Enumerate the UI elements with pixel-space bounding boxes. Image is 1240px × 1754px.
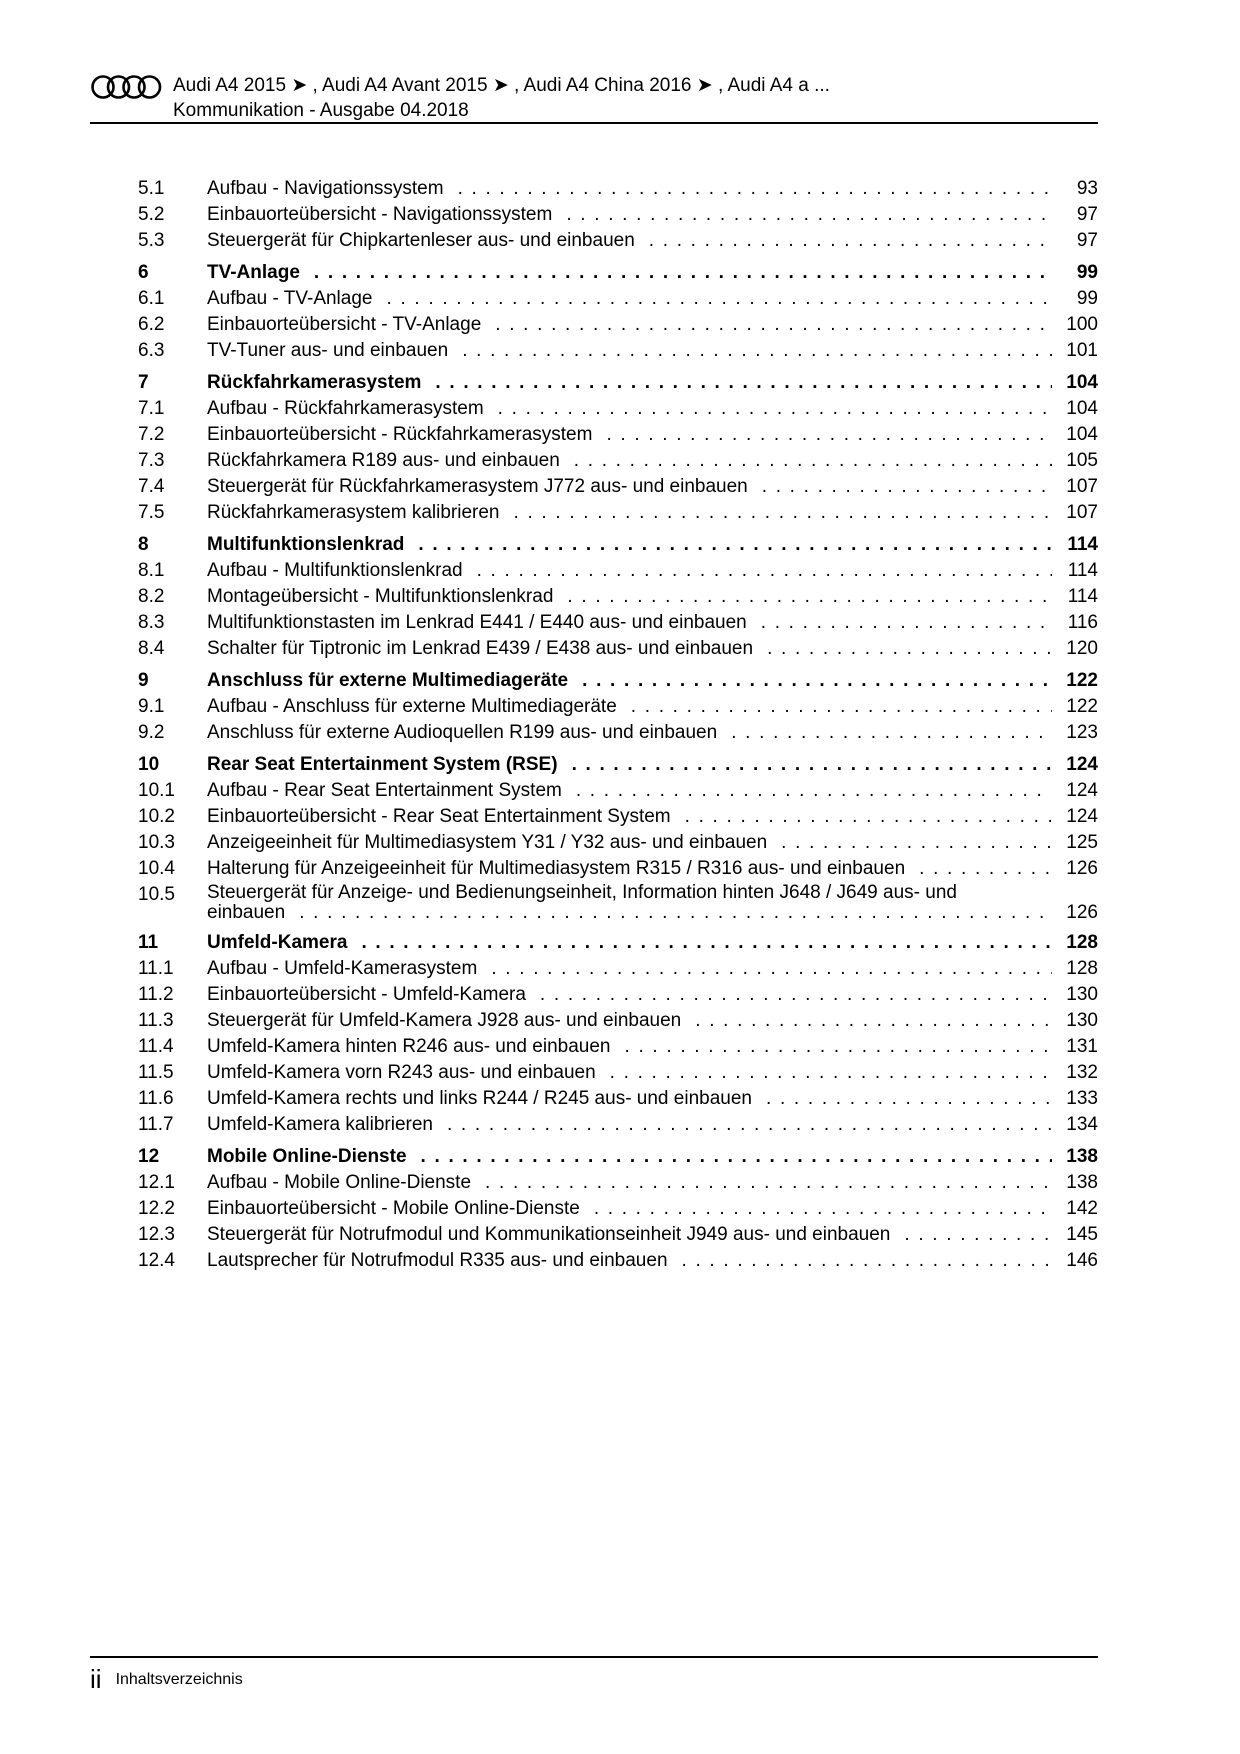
- dot-leader: [761, 610, 1052, 636]
- toc-entry-row[interactable]: [138, 636, 1098, 662]
- toc-page-number: 104: [1066, 424, 1098, 445]
- toc-page-number: 124: [1066, 806, 1098, 827]
- header-divider: [90, 122, 1098, 124]
- toc-title: Steuergerät für Notrufmodul und Kommunikationseinheit J949 aus- und einbauen: [207, 1224, 891, 1245]
- toc-number: 11.2: [138, 984, 174, 1005]
- toc-entry-row[interactable]: [138, 286, 1098, 312]
- toc-entry-row[interactable]: [138, 1196, 1098, 1222]
- toc-title-line1: Steuergerät für Anzeige- und Bedienungseinheit, Information hinten J648 / J649 aus- und: [207, 882, 957, 903]
- toc-title: Rear Seat Entertainment System (RSE): [207, 754, 558, 775]
- toc-page-number: 99: [1076, 288, 1098, 309]
- toc-entry-row[interactable]: [138, 982, 1098, 1008]
- toc-page-number: 120: [1066, 638, 1098, 659]
- dot-leader: [447, 1112, 1052, 1138]
- toc-entry-row[interactable]: [138, 882, 1098, 924]
- dot-leader: [576, 778, 1052, 804]
- toc-title: Umfeld-Kamera rechts und links R244 / R245 aus- und einbauen: [207, 1088, 752, 1109]
- toc-title: Aufbau - Rear Seat Entertainment System: [207, 780, 562, 801]
- footer-page-number: ii: [90, 1664, 102, 1694]
- toc-page-number: 146: [1066, 1250, 1098, 1271]
- dot-leader: [540, 982, 1052, 1008]
- toc-number: 7.2: [138, 424, 165, 445]
- toc-title: Aufbau - Umfeld-Kamerasystem: [207, 958, 478, 979]
- toc-number: 10.1: [138, 780, 175, 801]
- toc-number: 10: [138, 754, 160, 775]
- toc-number: 5.3: [138, 230, 165, 251]
- toc-title: Steuergerät für Chipkartenleser aus- und einbauen: [207, 230, 635, 251]
- toc-number: 7.1: [138, 398, 165, 419]
- toc-title: Aufbau - Anschluss für externe Multimediageräte: [207, 696, 617, 717]
- toc-page-number: 142: [1066, 1198, 1098, 1219]
- toc-number: 6.1: [138, 288, 165, 309]
- toc-entry-row[interactable]: [138, 338, 1098, 364]
- dot-leader: [498, 396, 1052, 422]
- toc-entry-row[interactable]: [138, 396, 1098, 422]
- toc-title: einbauen: [207, 902, 286, 923]
- dot-leader: [491, 956, 1052, 982]
- toc-title: Umfeld-Kamera kalibrieren: [207, 1114, 433, 1135]
- toc-title: Umfeld-Kamera vorn R243 aus- und einbauen: [207, 1062, 596, 1083]
- dot-leader: [314, 259, 1052, 286]
- toc-entry-row[interactable]: [138, 202, 1098, 228]
- toc-number: 11.7: [138, 1114, 174, 1135]
- toc-entry-row[interactable]: [138, 1170, 1098, 1196]
- toc-title: Einbauorteübersicht - TV-Anlage: [207, 314, 482, 335]
- dot-leader: [582, 667, 1052, 694]
- toc-entry-row[interactable]: [138, 584, 1098, 610]
- toc-entry-row[interactable]: [138, 1086, 1098, 1112]
- dot-leader: [361, 929, 1052, 956]
- toc-entry-row[interactable]: [138, 1222, 1098, 1248]
- toc-entry-row[interactable]: [138, 956, 1098, 982]
- toc-page-number: 107: [1066, 476, 1098, 497]
- toc-number: 12.4: [138, 1250, 175, 1271]
- toc-chapter-row[interactable]: [138, 531, 1098, 558]
- toc-page-number: 130: [1066, 984, 1098, 1005]
- dot-leader: [567, 584, 1052, 610]
- toc-chapter-row[interactable]: [138, 369, 1098, 396]
- toc-number: 6.3: [138, 340, 165, 361]
- toc-title: Einbauorteübersicht - Umfeld-Kamera: [207, 984, 526, 1005]
- toc-title: Rückfahrkamera R189 aus- und einbauen: [207, 450, 560, 471]
- dot-leader: [682, 1248, 1052, 1274]
- toc-page-number: 114: [1067, 586, 1098, 607]
- toc-title: Lautsprecher für Notrufmodul R335 aus- und einbauen: [207, 1250, 668, 1271]
- dot-leader: [386, 286, 1052, 312]
- toc-title: Anzeigeeinheit für Multimediasystem Y31 / Y32 aus- und einbauen: [207, 832, 768, 853]
- toc-title: Aufbau - TV-Anlage: [207, 288, 373, 309]
- toc-title: Multifunktionstasten im Lenkrad E441 / E440 aus- und einbauen: [207, 612, 747, 633]
- toc-title: Halterung für Anzeigeeinheit für Multimediasystem R315 / R316 aus- und einbauen: [207, 858, 906, 879]
- toc-page-number: 123: [1066, 722, 1098, 743]
- toc-page-number: 131: [1066, 1036, 1098, 1057]
- dot-leader: [904, 1222, 1052, 1248]
- dot-leader: [421, 1143, 1052, 1170]
- toc-page-number: 125: [1066, 832, 1098, 853]
- toc-page-number: 133: [1066, 1088, 1098, 1109]
- toc-entry-row[interactable]: [138, 1060, 1098, 1086]
- toc-title: TV-Tuner aus- und einbauen: [207, 340, 449, 361]
- dot-leader: [299, 902, 1052, 924]
- toc-chapter-row[interactable]: [138, 1143, 1098, 1170]
- toc-page-number: 138: [1066, 1146, 1098, 1167]
- toc-number: 9.2: [138, 722, 165, 743]
- toc-entry-row[interactable]: [138, 856, 1098, 882]
- toc-page-number: 130: [1066, 1010, 1098, 1031]
- toc-number: 5.1: [138, 178, 165, 199]
- toc-number: 9: [138, 670, 149, 691]
- toc-entry-row[interactable]: [138, 422, 1098, 448]
- dot-leader: [462, 338, 1052, 364]
- toc-number: 12.3: [138, 1224, 175, 1245]
- toc-entry-row[interactable]: [138, 804, 1098, 830]
- toc-number: 8.2: [138, 586, 165, 607]
- toc-page-number: 145: [1066, 1224, 1098, 1245]
- toc-number: 10.4: [138, 858, 175, 879]
- toc-title: Aufbau - Multifunktionslenkrad: [207, 560, 463, 581]
- dot-leader: [477, 558, 1052, 584]
- dot-leader: [485, 1170, 1052, 1196]
- toc-page-number: 97: [1076, 230, 1098, 251]
- dot-leader: [435, 369, 1052, 396]
- dot-leader: [566, 202, 1052, 228]
- toc-number: 11.1: [138, 958, 174, 979]
- toc-page-number: 128: [1066, 932, 1098, 953]
- toc-entry-row[interactable]: [138, 176, 1098, 202]
- toc-title: Rückfahrkamerasystem: [207, 372, 422, 393]
- toc-title: Einbauorteübersicht - Rear Seat Entertainment System: [207, 806, 671, 827]
- toc-number: 11.3: [138, 1010, 174, 1031]
- toc-entry-row[interactable]: [138, 312, 1098, 338]
- toc-page-number: 100: [1066, 314, 1098, 335]
- toc-number: 11.4: [138, 1036, 174, 1057]
- toc-title: Umfeld-Kamera: [207, 932, 348, 953]
- toc-title: Rückfahrkamerasystem kalibrieren: [207, 502, 500, 523]
- dot-leader: [781, 830, 1052, 856]
- toc-number: 12.2: [138, 1198, 175, 1219]
- dot-leader: [458, 176, 1052, 202]
- toc-title: Aufbau - Mobile Online-Dienste: [207, 1172, 472, 1193]
- toc-page-number: 124: [1066, 780, 1098, 801]
- toc-chapter-row[interactable]: [138, 667, 1098, 694]
- toc-entry-row[interactable]: [138, 1034, 1098, 1060]
- audi-rings-logo: [90, 74, 162, 100]
- toc-page-number: 114: [1067, 560, 1098, 581]
- dot-leader: [731, 720, 1052, 746]
- toc-entry-row[interactable]: [138, 720, 1098, 746]
- page-footer: [90, 1664, 243, 1695]
- dot-leader: [919, 856, 1052, 882]
- toc-chapter-row[interactable]: [138, 259, 1098, 286]
- toc-page-number: 126: [1066, 858, 1098, 879]
- dot-leader: [649, 228, 1052, 254]
- toc-title: Umfeld-Kamera hinten R246 aus- und einbauen: [207, 1036, 611, 1057]
- toc-number: 6: [138, 262, 149, 283]
- toc-page-number: 105: [1066, 450, 1098, 471]
- toc-number: 8.1: [138, 560, 165, 581]
- dot-leader: [572, 751, 1052, 778]
- dot-leader: [574, 448, 1052, 474]
- toc-title: Schalter für Tiptronic im Lenkrad E439 / E438 aus- und einbauen: [207, 638, 754, 659]
- toc-page-number: 124: [1066, 754, 1098, 775]
- dot-leader: [767, 636, 1052, 662]
- toc-title: Steuergerät für Umfeld-Kamera J928 aus- und einbauen: [207, 1010, 682, 1031]
- footer-divider: [90, 1656, 1098, 1658]
- toc-entry-row[interactable]: [138, 474, 1098, 500]
- toc-entry-row[interactable]: [138, 500, 1098, 526]
- toc-title: Mobile Online-Dienste: [207, 1146, 407, 1167]
- toc-number: 12.1: [138, 1172, 175, 1193]
- toc-number: 11.6: [138, 1088, 174, 1109]
- toc-page-number: 126: [1066, 902, 1098, 923]
- dot-leader: [594, 1196, 1052, 1222]
- footer-section: Inhaltsverzeichnis: [115, 1670, 243, 1688]
- toc-page-number: 104: [1066, 398, 1098, 419]
- toc-number: 8.4: [138, 638, 165, 659]
- toc-number: 6.2: [138, 314, 165, 335]
- toc-page-number: 93: [1076, 178, 1098, 199]
- toc-page-number: 134: [1066, 1114, 1098, 1135]
- dot-leader: [631, 694, 1052, 720]
- toc-number: 11: [138, 932, 159, 953]
- toc-title: Anschluss für externe Audioquellen R199 aus- und einbauen: [207, 722, 718, 743]
- toc-chapter-row[interactable]: [138, 929, 1098, 956]
- toc-number: 5.2: [138, 204, 165, 225]
- toc-page-number: 132: [1066, 1062, 1098, 1083]
- toc-page-number: 97: [1076, 204, 1098, 225]
- dot-leader: [610, 1060, 1052, 1086]
- toc-page-number: 99: [1076, 262, 1098, 283]
- toc-number: 8.3: [138, 612, 165, 633]
- toc-page-number: 122: [1066, 696, 1098, 717]
- table-of-contents: [138, 176, 1098, 1274]
- toc-number: 7.5: [138, 502, 165, 523]
- toc-number: 9.1: [138, 696, 165, 717]
- toc-entry-row[interactable]: [138, 228, 1098, 254]
- toc-entry-row[interactable]: [138, 610, 1098, 636]
- toc-page-number: 122: [1066, 670, 1098, 691]
- toc-number: 12: [138, 1146, 160, 1167]
- toc-number: 8: [138, 534, 149, 555]
- toc-entry-row[interactable]: [138, 1248, 1098, 1274]
- header-subtitle: Kommunikation - Ausgabe 04.2018: [173, 100, 469, 121]
- toc-entry-row[interactable]: [138, 694, 1098, 720]
- toc-chapter-row[interactable]: [138, 751, 1098, 778]
- toc-page-number: 114: [1067, 534, 1098, 555]
- toc-page-number: 116: [1067, 612, 1098, 633]
- toc-page-number: 138: [1066, 1172, 1098, 1193]
- toc-number: 7.4: [138, 476, 165, 497]
- dot-leader: [624, 1034, 1052, 1060]
- dot-leader: [762, 474, 1052, 500]
- toc-title: Multifunktionslenkrad: [207, 534, 405, 555]
- toc-title: Steuergerät für Rückfahrkamerasystem J772 aus- und einbauen: [207, 476, 748, 497]
- dot-leader: [418, 531, 1052, 558]
- toc-page-number: 128: [1066, 958, 1098, 979]
- toc-title: Anschluss für externe Multimediageräte: [207, 670, 569, 691]
- toc-page-number: 104: [1066, 372, 1098, 393]
- toc-entry-row[interactable]: [138, 778, 1098, 804]
- header-models: Audi A4 2015 ➤ , Audi A4 Avant 2015 ➤ , Audi A4 China 2016 ➤ , Audi A4 a ...: [173, 75, 830, 96]
- toc-title: Einbauorteübersicht - Mobile Online-Dienste: [207, 1198, 580, 1219]
- toc-title: Aufbau - Navigationssystem: [207, 178, 444, 199]
- toc-entry-row[interactable]: [138, 1008, 1098, 1034]
- dot-leader: [766, 1086, 1052, 1112]
- toc-title: Montageübersicht - Multifunktionslenkrad: [207, 586, 554, 607]
- toc-title: TV-Anlage: [207, 262, 300, 283]
- toc-entry-row[interactable]: [138, 448, 1098, 474]
- toc-number: 11.5: [138, 1062, 174, 1083]
- toc-entry-row[interactable]: [138, 558, 1098, 584]
- toc-title: Einbauorteübersicht - Rückfahrkamerasystem: [207, 424, 593, 445]
- toc-number: 10.3: [138, 832, 175, 853]
- dot-leader: [695, 1008, 1052, 1034]
- toc-title: Aufbau - Rückfahrkamerasystem: [207, 398, 484, 419]
- toc-entry-row[interactable]: [138, 830, 1098, 856]
- dot-leader: [606, 422, 1052, 448]
- dot-leader: [514, 500, 1053, 526]
- toc-title: Einbauorteübersicht - Navigationssystem: [207, 204, 553, 225]
- toc-number: 7.3: [138, 450, 165, 471]
- toc-number: 10.2: [138, 806, 175, 827]
- toc-number: 10.5: [138, 884, 175, 905]
- toc-page-number: 101: [1066, 340, 1098, 361]
- toc-page-number: 107: [1066, 502, 1098, 523]
- toc-entry-row[interactable]: [138, 1112, 1098, 1138]
- dot-leader: [495, 312, 1052, 338]
- dot-leader: [685, 804, 1052, 830]
- toc-number: 7: [138, 372, 149, 393]
